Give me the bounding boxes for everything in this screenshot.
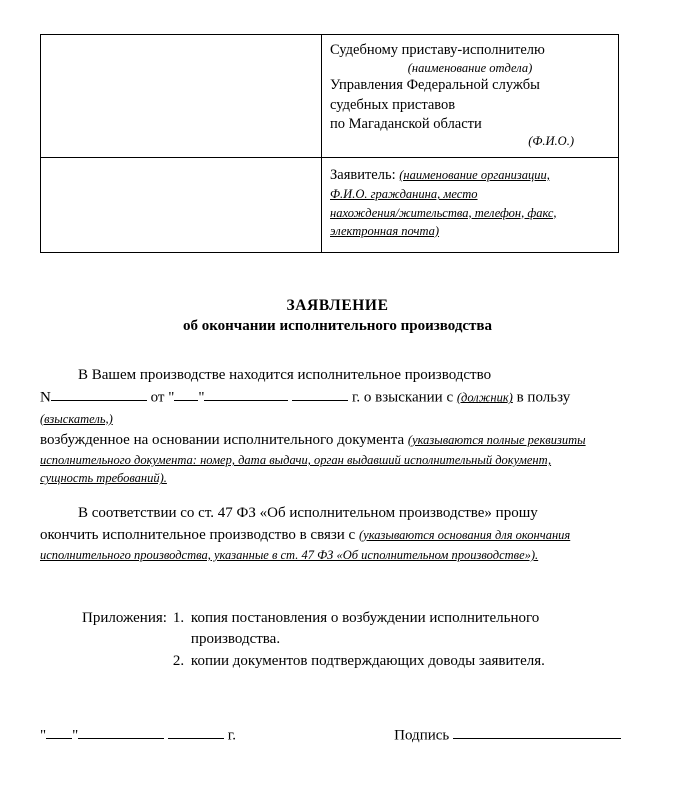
applicant-hint-1: (наименование организации, <box>399 168 550 183</box>
applicant-label: Заявитель: <box>330 167 396 184</box>
requisites-hint-3: сущность требований). <box>40 471 167 486</box>
attachments-list <box>173 608 635 672</box>
applicant-cell <box>322 158 619 253</box>
grounds-hint-2: исполнительного производства, указанные в ст. 47 ФЗ «Об исполнительном производстве»). <box>40 548 539 563</box>
footer-year-blank[interactable] <box>168 724 224 739</box>
month-blank[interactable] <box>204 386 288 401</box>
paragraph-1-line-1: В Вашем производстве находится исполнительное производство <box>78 366 492 383</box>
header-table <box>40 34 619 253</box>
applicant-hint-3: нахождения/жительства, телефон, факс, <box>330 205 557 220</box>
addressee-fio-note: (Ф.И.О.) <box>528 134 574 149</box>
header-cell-empty-2 <box>41 158 322 253</box>
table-row <box>41 35 619 158</box>
signature-label: Подпись <box>394 727 450 743</box>
addressee-line-3: судебных приставов <box>330 96 456 113</box>
document-title-block <box>40 297 635 335</box>
debtor-hint: (должник) <box>456 390 513 405</box>
attachment-number-2: 2. <box>172 652 185 669</box>
document-body <box>40 365 635 564</box>
requisites-hint-2: исполнительного документа: номер, дата выдачи, орган выдавший исполнительный документ, <box>40 453 552 468</box>
signature-field <box>394 724 635 744</box>
document-footer <box>40 724 635 744</box>
page-title: ЗАЯВЛЕНИЕ <box>286 296 389 314</box>
attachments-label: Приложения: <box>82 610 167 627</box>
attachment-number-1: 1. <box>172 610 185 627</box>
attachment-text-1-cont: производства. <box>190 631 281 648</box>
addressee-cell <box>322 35 619 158</box>
date-from-label: от " <box>150 389 175 406</box>
case-number-blank[interactable] <box>51 386 147 401</box>
request-text: окончить исполнительное производство в связи с <box>40 526 356 543</box>
quote-close: " <box>198 389 205 406</box>
footer-year-label: г. <box>227 727 236 743</box>
footer-day-blank[interactable] <box>46 724 72 739</box>
requisites-hint-1: (указываются полные реквизиты <box>407 432 586 447</box>
attachments-row <box>82 608 635 672</box>
paragraph-1-line-3 <box>40 430 635 451</box>
applicant-row <box>330 166 610 185</box>
basis-text: возбужденное на основании исполнительного документа <box>40 431 405 448</box>
date-field <box>40 724 236 744</box>
applicant-hint-2: Ф.И.О. гражданина, место <box>330 187 478 202</box>
grounds-hint-1: (указываются основания для окончания <box>358 527 571 542</box>
paragraph-2-line-1: В соответствии со ст. 47 ФЗ «Об исполнительном производстве» прошу <box>78 505 538 522</box>
attachment-text-2: копии документов подтверждающих доводы заявителя. <box>190 652 545 669</box>
signature-blank[interactable] <box>453 724 621 739</box>
header-cell-empty-1 <box>41 35 322 158</box>
addressee-line-4: по Магаданской области <box>330 115 482 132</box>
page-subtitle: об окончании исполнительного производства <box>182 317 493 334</box>
addressee-line-1: Судебному приставу-исполнителю <box>330 42 545 58</box>
year-blank[interactable] <box>292 386 348 401</box>
in-favor-label: в пользу <box>516 389 571 406</box>
addressee-line-2: Управления Федеральной службы <box>330 77 540 94</box>
applicant-hint-4: электронная почта) <box>330 223 440 238</box>
collection-label: г. о взыскании с <box>351 389 454 406</box>
addressee-department-note: (наименование отдела) <box>407 61 533 76</box>
paragraph-2-line-2 <box>40 525 635 546</box>
date-quote-close: " <box>72 727 79 743</box>
date-quote-open: " <box>40 727 47 743</box>
case-number-label: N <box>40 389 51 406</box>
table-row <box>41 158 619 253</box>
attachments-block <box>40 608 635 672</box>
paragraph-1-line-2 <box>40 386 635 430</box>
day-blank[interactable] <box>174 386 198 401</box>
creditor-hint: (взыскатель,) <box>40 411 113 426</box>
attachment-text-1: копия постановления о возбуждении исполнительного <box>190 610 540 627</box>
footer-month-blank[interactable] <box>78 724 164 739</box>
list-item <box>173 651 635 672</box>
list-item <box>173 608 635 629</box>
